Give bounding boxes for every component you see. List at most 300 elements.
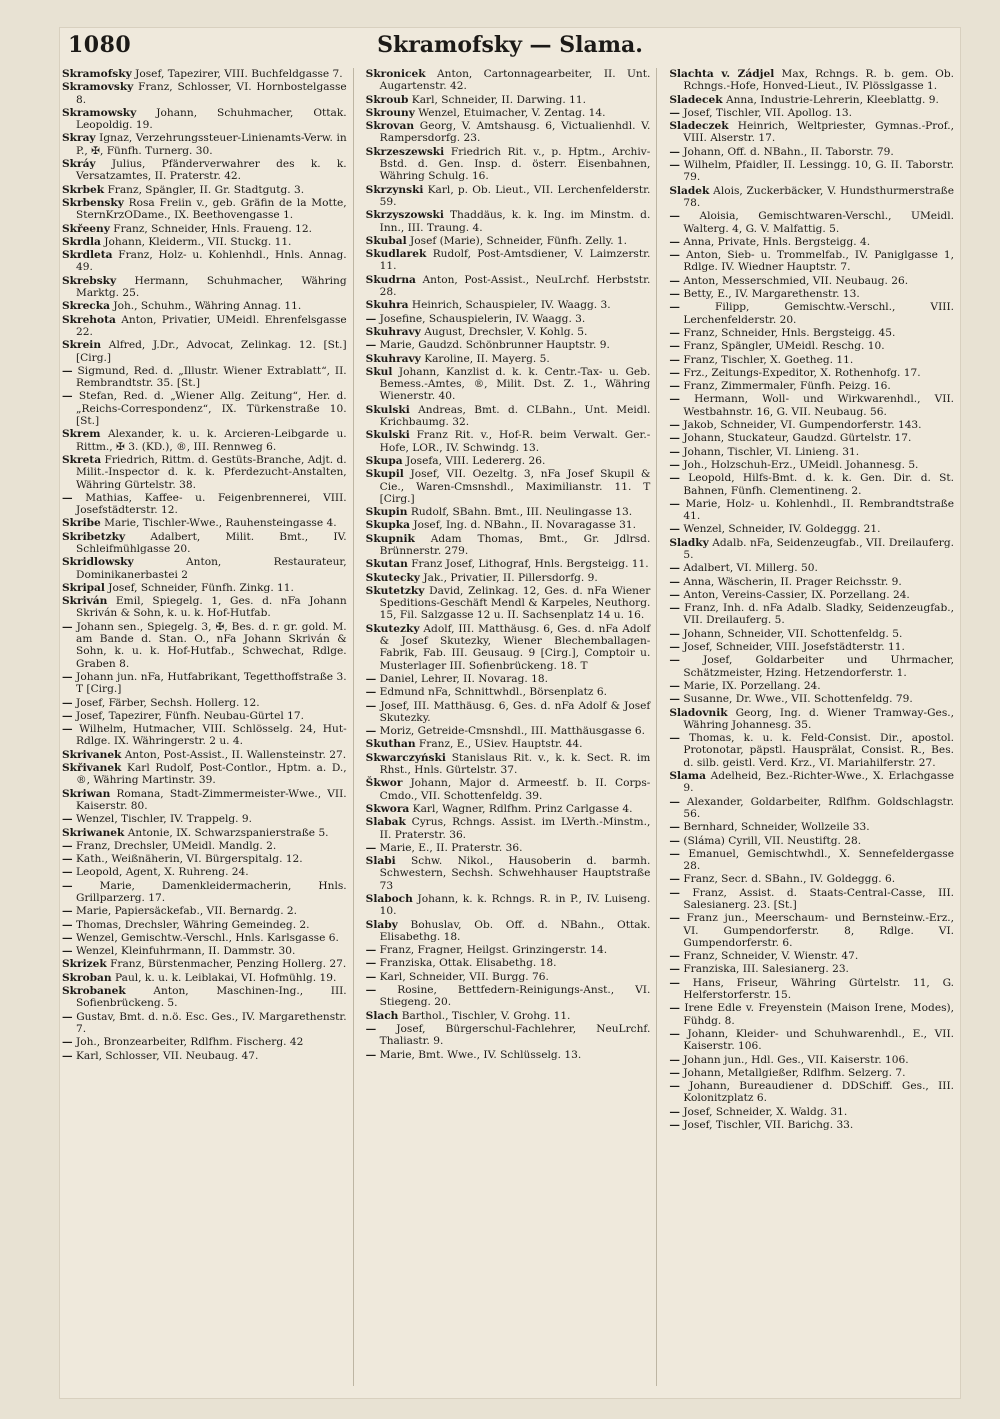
- entry-name: Skupa: [365, 454, 403, 467]
- entry-text: Wilhelm, Pfaidler, II. Lessingg. 10, G. II. Taborstr. 79.: [683, 159, 955, 184]
- entry-name: Skrobanek: [62, 985, 126, 998]
- entry-name: Skwora: [365, 802, 410, 815]
- directory-entry: [669, 887, 954, 912]
- entry-text: Jakob, Schneider, VI. Gumpendorferstr. 143.: [683, 419, 922, 432]
- entry-name: Skuthan: [365, 738, 416, 751]
- directory-entry: [366, 68, 651, 93]
- entry-text: Wenzel, Etuimacher, V. Zentag. 14.: [418, 106, 606, 119]
- entry-name: Skrein: [62, 339, 102, 352]
- entry-text: Adalbert, VI. Millerg. 50.: [683, 562, 818, 575]
- directory-entry: [669, 354, 954, 366]
- directory-entry: [366, 429, 651, 454]
- page-number: 1080: [68, 32, 132, 58]
- entry-name: Skrouny: [365, 106, 415, 119]
- entry-name: —: [62, 866, 73, 879]
- entry-text: Alfred, J.Dr., Advocat, Zelinkag. 12. [St.] [Cirg.]: [76, 339, 347, 364]
- directory-entry: [62, 531, 347, 556]
- entry-name: —: [62, 696, 73, 709]
- entry-name: —: [669, 380, 680, 393]
- directory-entry: [366, 1010, 651, 1022]
- entry-name: Skriván: [62, 595, 108, 608]
- entry-name: Skramovsky: [62, 81, 134, 94]
- entry-name: Sladky: [669, 536, 709, 549]
- entry-text: Josef, Tischler, VII. Apollog. 13.: [683, 106, 852, 119]
- entry-text: Antonie, IX. Schwarzspanierstraße 5.: [127, 826, 329, 839]
- entry-text: Johann, Tischler, VI. Linieng. 31.: [683, 445, 860, 458]
- entry-name: —: [669, 950, 680, 963]
- directory-entry: [669, 327, 954, 339]
- entry-name: —: [669, 834, 680, 847]
- entry-text: Franz, Tischler, X. Goetheg. 11.: [683, 353, 854, 366]
- directory-entry: [62, 1011, 347, 1036]
- entry-text: Gustav, Bmt. d. n.ö. Esc. Ges., IV. Margarethenstr. 7.: [76, 1010, 347, 1035]
- entry-name: —: [669, 1066, 680, 1079]
- entry-text: Johann, Major d. Armeestf. b. II. Corps-Cmdo., VII. Schottenfeldg. 39.: [379, 777, 651, 802]
- entry-name: —: [62, 931, 73, 944]
- entry-name: Skriwan: [62, 787, 111, 800]
- entry-text: Anton, Sieb- u. Trommelfab., IV. Paniglgasse 1, Rdlge. IV. Wiedner Hauptstr. 7.: [683, 249, 955, 274]
- directory-entry: [366, 855, 651, 892]
- entry-name: —: [669, 366, 680, 379]
- directory-entry: [62, 300, 347, 312]
- directory-entry: [366, 506, 651, 518]
- entry-name: —: [669, 249, 680, 262]
- directory-entry: [366, 944, 651, 956]
- entry-name: Skripal: [62, 581, 105, 594]
- entry-text: Anton, Post-Assist., II. Wallensteinstr. 27.: [124, 748, 347, 761]
- entry-text: Johann, Kanzlist d. k. k. Centr.-Tax- u. Geb. Bemess.-Amtes, ®, Milit. Dst. Z. 1., Währing Wienerstr. 40.: [379, 365, 651, 403]
- entry-name: Skuhra: [365, 299, 409, 312]
- entry-name: Skulski: [365, 429, 410, 442]
- directory-entry: [366, 533, 651, 558]
- entry-name: Skrivanek: [62, 748, 122, 761]
- entry-name: Skráy: [62, 158, 96, 171]
- column-2: [364, 68, 658, 1386]
- entry-text: Moriz, Getreide-Cmsnshdl., III. Matthäusgasse 6.: [379, 725, 645, 738]
- entry-text: Franz, Assist. d. Staats-Central-Casse, III. Salesianerg. 23. [St.]: [683, 886, 955, 911]
- directory-entry: [366, 803, 651, 815]
- entry-text: Thomas, k. u. k. Feld-Consist. Dir., apostol. Protonotar, päpstl. Hausprälat, Consist. R., Bes. d. silb. geistl. Verd. Krz., VI. Mariahilferstr. 27.: [683, 732, 955, 769]
- entry-name: —: [365, 1022, 377, 1035]
- entry-name: —: [62, 670, 73, 683]
- directory-entry: [366, 313, 651, 325]
- entry-text: Paul, k. u. k. Leiblakai, VI. Hofmühlg. 19.: [115, 971, 337, 984]
- entry-text: Johann, Metallgießer, Rdlfhm. Selzerg. 7.: [683, 1066, 906, 1079]
- column-1: [60, 68, 354, 1386]
- entry-name: —: [669, 1105, 680, 1118]
- directory-entry: [366, 366, 651, 403]
- entry-name: —: [669, 301, 680, 314]
- entry-name: Skribe: [62, 517, 101, 530]
- entry-name: —: [669, 963, 680, 976]
- entry-name: Skroban: [62, 971, 112, 984]
- entry-text: Romana, Stadt-Zimmermeister-Wwe., VII. Kaiserstr. 80.: [76, 787, 347, 812]
- entry-name: —: [62, 709, 73, 722]
- entry-name: Skupnik: [365, 532, 415, 545]
- entry-text: Susanne, Dr. Wwe., VII. Schottenfeldg. 79.: [683, 693, 913, 706]
- entry-text: Anna, Industrie-Lehrerin, Kleeblattg. 9.: [725, 93, 939, 106]
- column-3: [667, 68, 960, 1386]
- entry-text: Franz, Holz- u. Kohlenhdl., Hnls. Annag. 49.: [76, 249, 347, 274]
- entry-name: Skrzeszewski: [365, 145, 445, 158]
- directory-entry: [366, 274, 651, 299]
- entry-name: Skwarczyński: [365, 751, 446, 764]
- directory-entry: [366, 585, 651, 622]
- directory-entry: [669, 835, 954, 847]
- entry-name: —: [669, 641, 680, 654]
- entry-text: Karl, Wagner, Rdlfhm. Prinz Carlgasse 4.: [412, 802, 633, 815]
- entry-name: Škwor: [365, 777, 403, 790]
- directory-entry: [366, 984, 651, 1009]
- entry-text: Franz, Schlosser, VI. Hornbostelgasse 8.: [76, 81, 347, 106]
- directory-entry: [669, 419, 954, 431]
- entry-name: —: [62, 905, 73, 918]
- directory-entry: [366, 353, 651, 365]
- directory-entry: [62, 788, 347, 813]
- entry-text: Alexander, k. u. k. Arcieren-Leibgarde u. Rittm., ✠ 3. (KD.), ®, III. Rennweg 6.: [76, 428, 347, 453]
- entry-text: Wenzel, Gemischtw.-Verschl., Hnls. Karlsgasse 6.: [75, 931, 339, 944]
- entry-text: Anton, Privatier, UMeidl. Ehrenfelsgasse 22.: [76, 313, 347, 338]
- directory-entry: [62, 249, 347, 274]
- directory-entry: [62, 68, 347, 80]
- directory-entry: [366, 146, 651, 183]
- entry-name: —: [669, 1119, 680, 1132]
- directory-entry: [669, 523, 954, 535]
- directory-entry: [669, 1054, 954, 1066]
- entry-text: Franz, Inh. d. nFa Adalb. Sladky, Seidenzeugfab., VII. Dreilauferg. 5.: [683, 602, 955, 627]
- entry-text: Franz, Schneider, Hnls. Bergsteigg. 45.: [683, 326, 896, 339]
- directory-entry: [669, 107, 954, 119]
- entry-name: Skudlarek: [365, 248, 427, 261]
- directory-entry: [366, 235, 651, 247]
- entry-text: Josef, Schneider, Fünfh. Zinkg. 11.: [108, 581, 294, 594]
- entry-name: —: [365, 1048, 377, 1061]
- entry-name: —: [669, 288, 680, 301]
- entry-text: Joh., Bronzearbeiter, Rdlfhm. Fischerg. 42: [75, 1036, 304, 1049]
- directory-entry: [669, 602, 954, 627]
- directory-entry: [669, 459, 954, 471]
- entry-text: Johann, k. k. Rchngs. R. in P., IV. Luiseng. 10.: [379, 893, 651, 918]
- entry-name: —: [669, 106, 680, 119]
- entry-text: Franz, Secr. d. SBahn., IV. Goldeggg. 6.: [683, 873, 896, 886]
- entry-name: Skrovan: [365, 120, 415, 133]
- entry-text: Hermann, Schuhmacher, Währing Marktg. 25.: [76, 274, 347, 300]
- entry-name: —: [669, 393, 680, 406]
- entry-text: Friedrich, Rittm. d. Gestüts-Branche, Adjt. d. Milit.-Inspector d. k. k. Pferdezucht-Anstalten, Währing Gürtelstr. 38.: [76, 453, 347, 491]
- directory-entry: [669, 159, 954, 184]
- entry-text: Johann jun. nFa, Hutfabrikant, Tegetthoffstraße 3. T [Cirg.]: [76, 670, 347, 696]
- entry-text: Adolf, III. Matthäusg. 6, Ges. d. nFa Adolf & Josef Skutezky, Wiener Blechemballagen-Fabrik, Fab. III. Geusaug. 9 [Cirg.], Comptoir u. Musterlager III. Sofienbrückeng. 18. T: [379, 622, 651, 672]
- entry-name: Skrem: [62, 428, 101, 441]
- entry-text: Josef, Schneider, VIII. Josefstädterstr. 11.: [683, 641, 905, 654]
- entry-text: Aloisia, Gemischtwaren-Verschl., UMeidl. Walterg. 4, G. V. Malfattig. 5.: [683, 210, 955, 235]
- entry-text: Johann, Schuhmacher, Ottak. Leopoldig. 19.: [76, 106, 347, 132]
- entry-name: —: [669, 445, 680, 458]
- entry-text: Wenzel, Schneider, IV. Goldeggg. 21.: [683, 523, 881, 536]
- entry-text: Josefa, VIII. Ledererg. 26.: [406, 454, 546, 467]
- entry-text: Franz Rit. v., Hof-R. beim Verwalt. Ger.-Hofe, LOR., IV. Schwindg. 13.: [379, 429, 651, 454]
- entry-name: —: [669, 679, 680, 692]
- entry-name: —: [62, 879, 73, 892]
- directory-entry: [366, 248, 651, 273]
- entry-name: Skrzyszowski: [365, 209, 444, 222]
- entry-text: Stanislaus Rit. v., k. k. Sect. R. im Rhst., Hnls. Gürtelstr. 37.: [379, 751, 651, 777]
- directory-entry: [669, 707, 954, 732]
- entry-text: Sigmund, Red. d. „Illustr. Wiener Extrablatt“, II. Rembrandtstr. 35. [St.]: [76, 364, 347, 390]
- directory-entry: [62, 365, 347, 390]
- directory-entry: [62, 236, 347, 248]
- entry-name: Skulski: [365, 403, 410, 416]
- entry-name: —: [669, 497, 680, 510]
- directory-entry: [669, 393, 954, 418]
- entry-name: —: [62, 853, 73, 866]
- entry-text: Heinrich, Schauspieler, IV. Waagg. 3.: [411, 299, 611, 312]
- directory-entry: [62, 339, 347, 364]
- directory-entry: [366, 673, 651, 685]
- directory-entry: [62, 840, 347, 852]
- entry-name: —: [62, 813, 73, 826]
- entry-text: Ignaz, Verzehrungssteuer-Linienamts-Verw. in P., ✠, Fünfh. Turnerg. 30.: [76, 132, 347, 157]
- entry-text: Josef, Ing. d. NBahn., II. Novaragasse 31.: [413, 519, 637, 532]
- entry-name: —: [669, 912, 680, 925]
- directory-entry: [669, 275, 954, 287]
- directory-entry: [366, 725, 651, 737]
- entry-text: Josef, Schneider, X. Waldg. 31.: [683, 1105, 848, 1118]
- directory-entry: [669, 576, 954, 588]
- entry-name: Slama: [669, 770, 706, 783]
- entry-name: —: [669, 210, 680, 223]
- entry-text: Josef, Tapezirer, Fünfh. Neubau-Gürtel 17.: [75, 709, 304, 722]
- directory-entry: [62, 958, 347, 970]
- entry-name: Slabi: [365, 855, 396, 868]
- entry-text: Josef, Goldarbeiter und Uhrmacher, Schätzmeister, Hzing. Hetzendorferstr. 1.: [683, 654, 955, 679]
- directory-entry: [62, 905, 347, 917]
- directory-entry: [669, 1106, 954, 1118]
- entry-name: —: [669, 274, 680, 287]
- entry-name: Skridlowsky: [62, 556, 134, 569]
- entry-text: Anton, Restaurateur, Dominikanerbastei 2: [76, 556, 347, 581]
- directory-entry: [669, 146, 954, 158]
- directory-entry: [366, 184, 651, 209]
- entry-name: —: [365, 970, 377, 983]
- directory-entry: [62, 390, 347, 427]
- directory-entry: [669, 873, 954, 885]
- entry-text: Rudolf, Post-Amtsdiener, V. Laimzerstr. 11.: [379, 248, 651, 273]
- entry-text: Anna, Private, Hnls. Bergsteigg. 4.: [683, 235, 871, 248]
- entry-name: Skrbek: [62, 183, 105, 196]
- entry-text: Bernhard, Schneider, Wollzeile 33.: [683, 821, 870, 834]
- directory-entry: [669, 848, 954, 873]
- directory-entry: [669, 977, 954, 1002]
- entry-name: Skrizek: [62, 958, 107, 971]
- directory-entry: [62, 582, 347, 594]
- entry-text: Wenzel, Kleinfuhrmann, II. Dammstr. 30.: [75, 945, 296, 958]
- entry-name: Skudrna: [365, 273, 416, 286]
- entry-text: Josef, III. Matthäusg. 6, Ges. d. nFa Adolf & Josef Skutezky.: [379, 699, 651, 724]
- entry-name: —: [669, 795, 680, 808]
- directory-entry: [62, 919, 347, 931]
- directory-entry: [669, 1067, 954, 1079]
- entry-text: Anton, Cartonnagearbeiter, II. Unt. Augartenstr. 42.: [379, 68, 651, 93]
- directory-entry: [669, 1028, 954, 1053]
- entry-name: —: [62, 390, 73, 403]
- entry-name: Sladecek: [669, 93, 723, 106]
- entry-name: —: [669, 1053, 680, 1066]
- entry-text: Kath., Weißnäherin, VI. Bürgerspitalg. 12.: [75, 853, 303, 866]
- directory-entry: [366, 120, 651, 145]
- entry-name: Skrzynski: [365, 183, 424, 196]
- entry-text: Karl, p. Ob. Lieut., VII. Lerchenfelderstr. 59.: [379, 183, 651, 208]
- entry-name: —: [669, 976, 680, 989]
- entry-text: Irene Edle v. Freyenstein (Maison Irene, Modes), Fühdg. 8.: [683, 1002, 955, 1027]
- entry-text: Josef, Färber, Sechsh. Hollerg. 12.: [75, 696, 260, 709]
- directory-entry: [62, 1050, 347, 1062]
- entry-text: Wilhelm, Hutmacher, VIII. Schlösselg. 24, Hut-Rdlge. IX. Währingerstr. 2 u. 4.: [76, 723, 347, 748]
- entry-name: Skriwanek: [62, 826, 125, 839]
- entry-text: Thomas, Drechsler, Währing Gemeindeg. 2.: [75, 918, 310, 931]
- entry-name: Skupin: [365, 506, 408, 519]
- entry-text: Franz, Zimmermaler, Fünfh. Peizg. 16.: [683, 380, 891, 393]
- directory-entry: [669, 432, 954, 444]
- entry-text: Johann jun., Hdl. Ges., VII. Kaiserstr. 106.: [683, 1053, 909, 1066]
- entry-text: Anna, Wäscherin, II. Prager Reichsstr. 9.: [683, 575, 902, 588]
- directory-entry: [62, 880, 347, 905]
- entry-text: Hans, Friseur, Währing Gürtelstr. 11, G. Helferstorferstr. 15.: [683, 976, 955, 1002]
- directory-entry: [366, 777, 651, 802]
- entry-text: Rosa Freiin v., geb. Gräfin de la Motte, SternKrzODame., IX. Beethovengasse 1.: [76, 196, 347, 222]
- entry-name: Skupil: [365, 468, 404, 481]
- entry-text: Bohuslav, Ob. Off. d. NBahn., Ottak. Elisabethg. 18.: [379, 918, 651, 943]
- entry-name: —: [669, 873, 680, 886]
- entry-text: Franz, Schneider, Hnls. Fraueng. 12.: [113, 222, 312, 235]
- entry-name: —: [669, 458, 680, 471]
- directory-entry: [669, 236, 954, 248]
- directory-entry: [366, 94, 651, 106]
- entry-text: Rosine, Bettfedern-Reinigungs-Anst., VI. Stiegeng. 20.: [379, 984, 651, 1009]
- directory-entry: [366, 572, 651, 584]
- entry-text: Wenzel, Tischler, IV. Trappelg. 9.: [75, 813, 253, 826]
- entry-text: Leopold, Agent, X. Ruhreng. 24.: [75, 866, 249, 879]
- entry-name: —: [669, 1080, 680, 1093]
- directory-page: [60, 28, 960, 1398]
- directory-entry: [366, 455, 651, 467]
- entry-text: Heinrich, Weltpriester, Gymnas.-Prof., VIII. Alserstr. 17.: [683, 120, 955, 145]
- directory-entry: [62, 710, 347, 722]
- entry-name: Skutetzky: [365, 584, 425, 597]
- entry-text: Marie, Tischler-Wwe., Rauhensteingasse 4.: [104, 517, 337, 530]
- directory-entry: [62, 985, 347, 1010]
- entry-name: —: [365, 686, 377, 699]
- directory-entry: [669, 562, 954, 574]
- directory-entry: [366, 686, 651, 698]
- entry-name: Sladeczek: [669, 120, 729, 133]
- entry-name: —: [669, 326, 680, 339]
- entry-text: Johann, Kleiderm., VII. Stuckg. 11.: [104, 235, 292, 248]
- entry-name: —: [669, 1027, 680, 1040]
- directory-entry: [62, 723, 347, 748]
- entry-name: —: [62, 1010, 73, 1023]
- directory-entry: [669, 821, 954, 833]
- entry-name: —: [669, 602, 680, 615]
- directory-entry: [669, 367, 954, 379]
- entry-name: Slachta v. Zádjel: [669, 68, 775, 80]
- entry-text: Max, Rchngs. R. b. gem. Ob. Rchngs.-Hofe, Honved-Lieut., IV. Plösslgasse 1.: [683, 68, 954, 93]
- directory-entry: [62, 81, 347, 106]
- directory-entry: [669, 1080, 954, 1105]
- entry-name: Skul: [365, 365, 393, 378]
- directory-entry: [366, 468, 651, 505]
- entry-name: —: [669, 627, 680, 640]
- entry-name: Skrebsky: [62, 274, 117, 287]
- directory-entry: [62, 972, 347, 984]
- directory-entry: [62, 827, 347, 839]
- directory-entry: [62, 762, 347, 787]
- entry-name: —: [669, 353, 680, 366]
- entry-text: Leopold, Hilfs-Bmt. d. k. k. Gen. Dir. d. St. Bahnen, Fünfh. Clementineng. 2.: [683, 472, 955, 497]
- entry-name: Skuhravy: [365, 352, 421, 365]
- directory-entry: [62, 556, 347, 581]
- entry-text: Emanuel, Gemischtwhdl., X. Sennefeldergasse 28.: [683, 847, 955, 873]
- entry-text: Josef, Bürgerschul-Fachlehrer, NeuLrchf. Thaliastr. 9.: [379, 1022, 651, 1048]
- directory-entry: [669, 340, 954, 352]
- entry-text: Johann sen., Spiegelg. 3, ✠, Bes. d. r. gr. gold. M. am Bande d. Stan. O., nFa Johann Skriván & Sohn, k. u. k. Hof-Hutfab., Schwechat, Rdlge. Graben 8.: [76, 620, 347, 670]
- entry-text: Anton, Messerschmied, VII. Neubaug. 26.: [683, 274, 909, 287]
- directory-entry: [62, 275, 347, 300]
- entry-text: Alois, Zuckerbäcker, V. Hundsthurmerstraße 78.: [683, 184, 955, 209]
- entry-name: Skronicek: [365, 68, 426, 80]
- entry-text: Jak., Privatier, II. Pillersdorfg. 9.: [423, 571, 598, 584]
- entry-name: —: [669, 654, 680, 667]
- entry-name: Skrecka: [62, 300, 110, 313]
- directory-entry: [366, 339, 651, 351]
- entry-text: Joh., Holzschuh-Erz., UMeidl. Johannesg. 5.: [683, 458, 919, 471]
- directory-entry: [669, 1002, 954, 1027]
- entry-name: —: [62, 491, 73, 504]
- entry-name: Slach: [365, 1009, 399, 1022]
- directory-entry: [669, 120, 954, 145]
- entry-text: Marie, Papiersäckefab., VII. Bernardg. 2.: [75, 905, 298, 918]
- entry-name: —: [365, 984, 377, 997]
- directory-entry: [62, 945, 347, 957]
- directory-entry: [62, 671, 347, 696]
- entry-text: Josef (Marie), Schneider, Fünfh. Zelly. 1.: [410, 234, 628, 247]
- entry-name: —: [669, 588, 680, 601]
- entry-text: Franziska, Ottak. Elisabethg. 18.: [379, 957, 557, 970]
- directory-entry: [62, 132, 347, 157]
- entry-name: —: [365, 957, 377, 970]
- entry-name: —: [669, 693, 680, 706]
- entry-text: Joh., Schuhm., Währing Annag. 11.: [113, 300, 302, 313]
- entry-name: Skreta: [62, 453, 102, 466]
- directory-entry: [62, 866, 347, 878]
- entry-text: Johann, Off. d. NBahn., II. Taborstr. 79.: [683, 145, 894, 158]
- entry-text: Franz, E., USiev. Hauptstr. 44.: [418, 738, 583, 751]
- entry-name: Skrbensky: [62, 196, 124, 209]
- directory-entry: [366, 957, 651, 969]
- entry-name: Skray: [62, 132, 96, 145]
- directory-entry: [366, 752, 651, 777]
- entry-name: —: [365, 725, 377, 738]
- directory-entry: [669, 498, 954, 523]
- entry-text: Josefine, Schauspielerin, IV. Waagg. 3.: [379, 312, 586, 325]
- entry-text: Marie, Damenkleidermacherin, Hnls. Grillparzerg. 17.: [76, 879, 347, 904]
- entry-text: Johann, Bureaudiener d. DDSchiff. Ges., III. Kolonitzplatz 6.: [683, 1080, 955, 1105]
- directory-entry: [62, 197, 347, 222]
- entry-text: Franz, Fragner, Heilgst. Grinzingerstr. 14.: [379, 944, 608, 957]
- entry-name: —: [669, 575, 680, 588]
- directory-entry: [62, 492, 347, 517]
- entry-text: David, Zelinkag. 12, Ges. d. nFa Wiener Speditions-Geschäft Mendl & Karpeles, Neuthorg. 15, Fil. Salzgasse 12 u. II. Sachsenplatz 14 u. 16.: [379, 584, 651, 622]
